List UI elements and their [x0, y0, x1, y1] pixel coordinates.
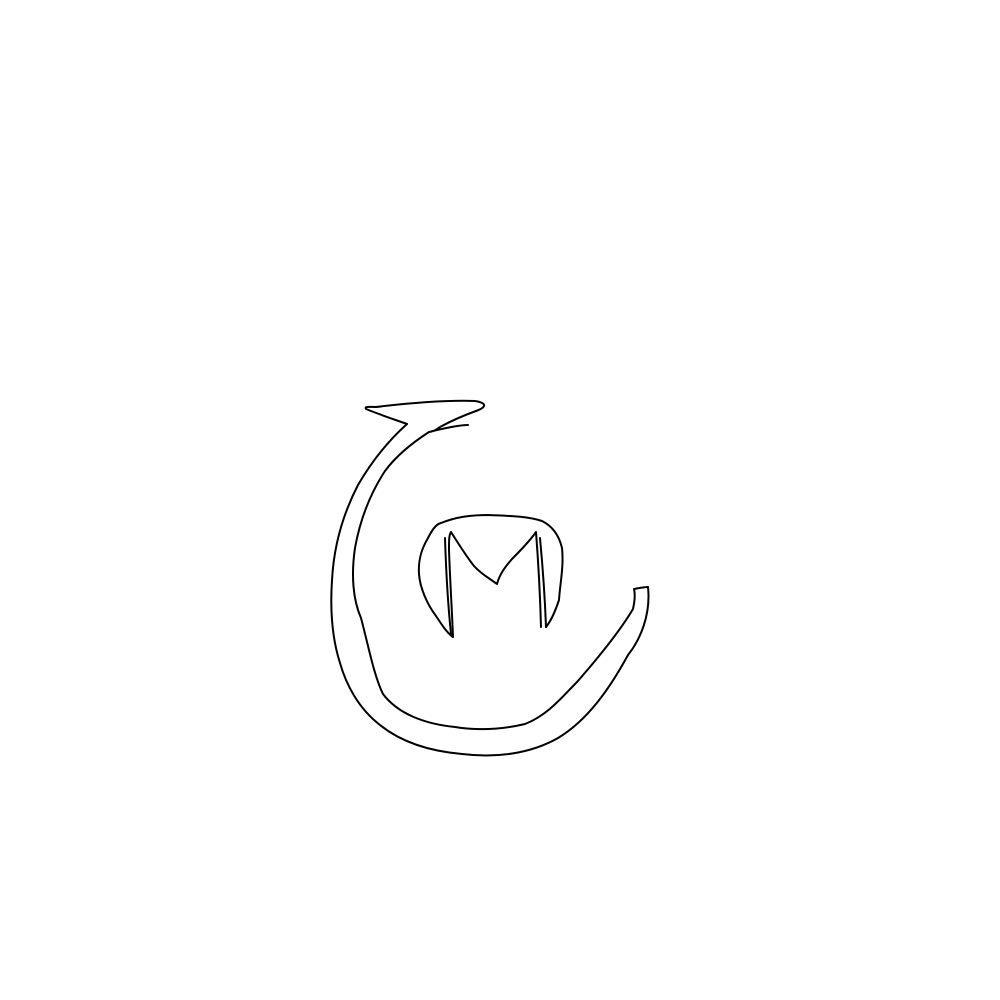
shirt-collar-icon	[419, 515, 563, 637]
arrow-outer-stroke	[331, 424, 648, 755]
arrow-head-stroke	[366, 401, 485, 432]
arrow-inner-stroke	[353, 432, 648, 729]
collar-left-stroke	[449, 532, 541, 637]
